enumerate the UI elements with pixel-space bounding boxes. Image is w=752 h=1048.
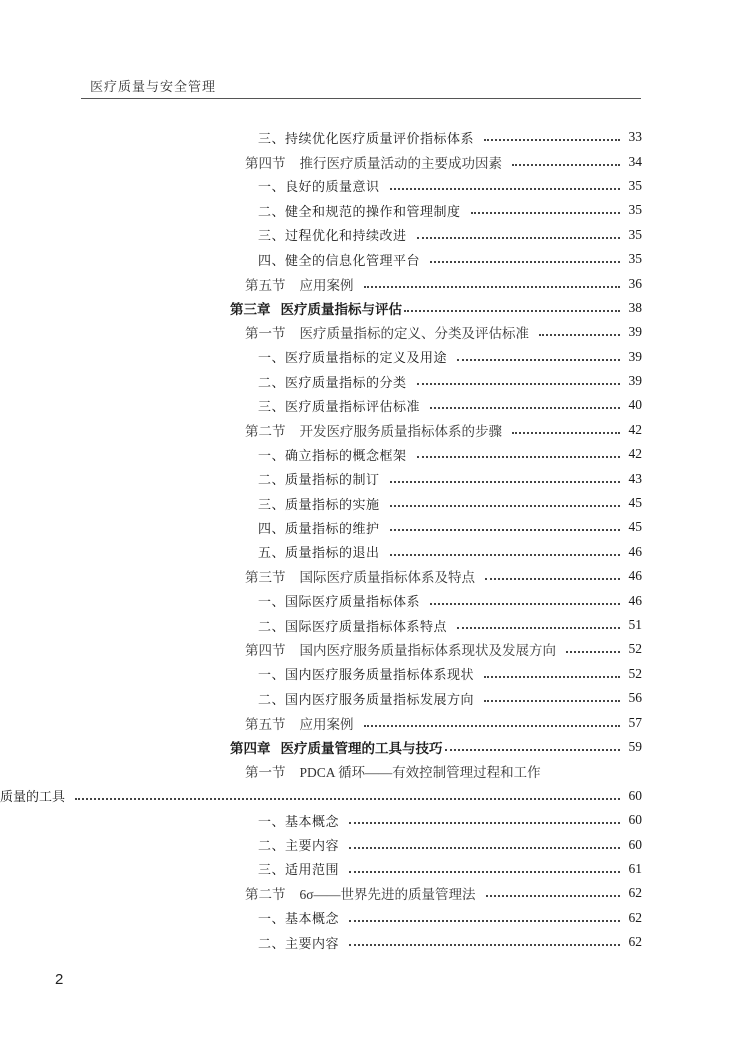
dot-leader [364, 286, 621, 288]
toc-page-number: 52 [628, 641, 642, 657]
toc-entry-text: 医疗质量指标的定义、分类及评估标准 [299, 326, 529, 342]
page-number: 2 [55, 971, 64, 988]
toc-entry-section[interactable] [0, 418, 752, 442]
toc-page-number: 51 [628, 617, 642, 632]
toc-page-number: 62 [628, 909, 642, 925]
toc-entry-label [258, 225, 407, 244]
toc-entry-label [258, 372, 407, 391]
dot-leader [430, 407, 620, 409]
toc-page-number: 35 [628, 226, 642, 242]
toc-entry-section[interactable] [0, 149, 752, 173]
toc-entry-item[interactable] [0, 491, 752, 515]
header-rule [81, 98, 641, 99]
toc-entry-label [245, 566, 475, 586]
toc-entry-label [258, 835, 339, 854]
dot-leader [484, 676, 620, 678]
toc-entry-item[interactable] [0, 857, 752, 881]
toc-entry-number: 第二节 [245, 423, 286, 439]
dot-leader [390, 188, 620, 190]
toc-entry-label [245, 274, 354, 294]
toc-entry-text: 一、医疗质量指标的定义及用途 [258, 351, 448, 367]
toc-entry-number: 第三章 [230, 301, 271, 317]
toc-entry-text: 三、适用范围 [258, 863, 340, 879]
toc-page-number: 61 [628, 860, 642, 876]
dot-leader [75, 798, 620, 800]
toc-entry-item[interactable] [0, 588, 752, 612]
toc-entry-label [230, 298, 402, 318]
dot-leader [539, 334, 620, 336]
toc-entry-text: 四、健全的信息化管理平台 [258, 253, 421, 269]
toc-page-number: 38 [628, 299, 642, 315]
toc-entry-number: 第四章 [230, 740, 271, 756]
toc-page-number: 57 [628, 714, 642, 730]
toc-entry-text: 二、主要内容 [258, 839, 340, 855]
toc-entry-text: 二、质量指标的制订 [258, 473, 380, 489]
toc-entry-item[interactable] [0, 125, 752, 149]
toc-page-number: 59 [628, 738, 642, 754]
toc-page-number: 39 [628, 373, 642, 389]
toc-entry-label [258, 933, 339, 952]
toc-entry-label [258, 689, 474, 708]
toc-entry-label [245, 883, 476, 903]
toc-entry-item[interactable] [0, 345, 752, 369]
toc-page-number: 42 [628, 421, 642, 437]
toc-entry-text: 三、医疗质量指标评估标准 [258, 399, 421, 415]
toc-entry-label [258, 494, 380, 513]
toc-entry-label [245, 761, 541, 781]
toc-entry-label [258, 542, 380, 561]
dot-leader [390, 505, 620, 507]
toc-page-number: 46 [628, 592, 642, 608]
toc-entry-label [258, 201, 461, 220]
toc-entry-section[interactable] [0, 564, 752, 588]
toc-entry-item[interactable] [0, 393, 752, 417]
toc-entry-label [230, 737, 443, 757]
toc-entry-label [258, 811, 339, 830]
toc-entry-text: 推行医疗质量活动的主要成功因素 [299, 155, 502, 171]
toc-page-number: 39 [628, 348, 642, 364]
dot-leader [349, 822, 620, 824]
toc-entry-label [245, 639, 556, 659]
toc-entry-cont[interactable] [0, 784, 752, 808]
toc-page-number: 60 [628, 787, 642, 803]
toc-entry-text: 三、持续优化医疗质量评价指标体系 [258, 131, 475, 147]
table-of-contents [0, 125, 752, 954]
toc-entry-item[interactable] [0, 662, 752, 686]
toc-entry-number: 第四节 [245, 643, 286, 659]
toc-page-number: 46 [628, 543, 642, 559]
toc-entry-text: 医疗质量管理的工具与技巧 [280, 740, 443, 756]
toc-entry-text: 四、质量指标的维护 [258, 521, 380, 537]
dot-leader [484, 700, 620, 702]
toc-entry-text: 二、国内医疗服务质量指标发展方向 [258, 692, 475, 708]
dot-leader [445, 749, 621, 751]
toc-entry-number: 第一节 [245, 765, 286, 781]
toc-entry-item[interactable] [0, 174, 752, 198]
toc-entry-item[interactable] [0, 540, 752, 564]
dot-leader [349, 920, 620, 922]
dot-leader [430, 261, 620, 263]
toc-entry-text: 一、国际医疗质量指标体系 [258, 595, 421, 611]
toc-entry-text: 医疗质量指标与评估 [280, 301, 402, 317]
toc-entry-text: 应用案例 [299, 277, 354, 293]
toc-entry-label [258, 664, 474, 683]
toc-entry-text: 二、健全和规范的操作和管理制度 [258, 204, 461, 220]
toc-entry-number: 第五节 [245, 716, 286, 732]
toc-page-number: 56 [628, 690, 642, 706]
toc-entry-section[interactable] [0, 881, 752, 905]
toc-entry-text: 质量的工具 [0, 790, 66, 806]
toc-entry-number: 第二节 [245, 887, 286, 903]
dot-leader [457, 627, 620, 629]
toc-page-number: 35 [628, 251, 642, 267]
toc-entry-label [258, 908, 339, 927]
toc-entry-number: 第五节 [245, 277, 286, 293]
toc-entry-text: 二、主要内容 [258, 936, 340, 952]
dot-leader [349, 944, 620, 946]
dot-leader [430, 603, 620, 605]
running-head-title: 医疗质量与安全管理 [90, 80, 217, 95]
dot-leader [512, 164, 620, 166]
toc-entry-text: 一、国内医疗服务质量指标体系现状 [258, 668, 475, 684]
toc-entry-item[interactable] [0, 832, 752, 856]
toc-entry-item[interactable] [0, 808, 752, 832]
toc-entry-text: 三、过程优化和持续改进 [258, 229, 407, 245]
dot-leader [390, 481, 620, 483]
dot-leader [390, 529, 620, 531]
toc-entry-text: 6σ——世界先进的质量管理法 [299, 887, 476, 903]
toc-page-number: 62 [628, 885, 642, 901]
toc-entry-label [258, 128, 474, 147]
dot-leader [417, 456, 620, 458]
toc-entry-text: 二、国际医疗质量指标体系特点 [258, 619, 448, 635]
toc-entry-item[interactable] [0, 613, 752, 637]
dot-leader [457, 359, 620, 361]
toc-page-number: 33 [628, 129, 642, 145]
toc-entry-label [258, 616, 447, 635]
toc-entry-item[interactable] [0, 906, 752, 930]
toc-entry-text: 一、良好的质量意识 [258, 180, 380, 196]
toc-entry-text: 一、确立指标的概念框架 [258, 448, 407, 464]
dot-leader [512, 432, 620, 434]
toc-entry-text: 应用案例 [299, 716, 354, 732]
toc-entry-text: 国际医疗质量指标体系及特点 [299, 570, 475, 586]
toc-entry-text: 国内医疗服务质量指标体系现状及发展方向 [299, 643, 556, 659]
toc-entry-item[interactable] [0, 223, 752, 247]
toc-entry-label [258, 176, 380, 195]
toc-entry-text: 二、医疗质量指标的分类 [258, 375, 407, 391]
toc-page-number: 36 [628, 275, 642, 291]
toc-entry-section[interactable] [0, 710, 752, 734]
toc-page-number: 40 [628, 397, 642, 413]
toc-page-number: 46 [628, 568, 642, 584]
toc-entry-label [258, 347, 447, 366]
toc-entry-item[interactable] [0, 466, 752, 490]
toc-page-number: 42 [628, 446, 642, 462]
toc-page-number: 62 [628, 934, 642, 950]
toc-entry-text: 开发医疗服务质量指标体系的步骤 [299, 423, 502, 439]
toc-page-number: 34 [628, 153, 642, 169]
toc-entry-text: PDCA 循环——有效控制管理过程和工作 [299, 765, 541, 781]
toc-entry-label [258, 518, 380, 537]
toc-entry-item[interactable] [0, 247, 752, 271]
dot-leader [484, 139, 620, 141]
toc-entry-item[interactable] [0, 369, 752, 393]
toc-entry-chapter[interactable] [0, 735, 752, 759]
toc-entry-label [245, 322, 529, 342]
toc-entry-section[interactable] [0, 637, 752, 661]
toc-entry-label [258, 591, 420, 610]
dot-leader [485, 578, 620, 580]
toc-page-number: 60 [628, 812, 642, 828]
dot-leader [417, 383, 620, 385]
toc-entry-label [0, 786, 65, 805]
toc-page-number: 35 [628, 177, 642, 193]
toc-entry-section[interactable] [0, 759, 752, 783]
dot-leader [404, 310, 620, 312]
toc-entry-item[interactable] [0, 198, 752, 222]
toc-page-number: 45 [628, 519, 642, 535]
dot-leader [364, 725, 621, 727]
toc-entry-label [258, 445, 407, 464]
toc-entry-label [245, 713, 354, 733]
toc-entry-label [258, 396, 420, 415]
toc-page-number: 35 [628, 202, 642, 218]
dot-leader [471, 212, 620, 214]
toc-entry-chapter[interactable] [0, 296, 752, 320]
toc-entry-number: 第四节 [245, 155, 286, 171]
toc-entry-item[interactable] [0, 442, 752, 466]
toc-entry-section[interactable] [0, 320, 752, 344]
dot-leader [390, 554, 620, 556]
toc-entry-label [258, 250, 420, 269]
dot-leader [349, 871, 620, 873]
toc-entry-text: 一、基本概念 [258, 912, 340, 928]
dot-leader [349, 847, 620, 849]
toc-entry-text: 三、质量指标的实施 [258, 497, 380, 513]
toc-entry-item[interactable] [0, 515, 752, 539]
toc-page-number: 60 [628, 836, 642, 852]
toc-page-number: 45 [628, 495, 642, 511]
toc-entry-item[interactable] [0, 930, 752, 954]
toc-entry-number: 第一节 [245, 326, 286, 342]
toc-page-number: 39 [628, 324, 642, 340]
toc-page-number: 52 [628, 665, 642, 681]
toc-entry-label [245, 420, 502, 440]
toc-entry-item[interactable] [0, 686, 752, 710]
toc-entry-label [258, 859, 339, 878]
toc-entry-label [245, 152, 502, 172]
toc-page-number: 43 [628, 470, 642, 486]
toc-entry-text: 一、基本概念 [258, 814, 340, 830]
toc-entry-section[interactable] [0, 271, 752, 295]
toc-entry-label [258, 469, 380, 488]
toc-entry-text: 五、质量指标的退出 [258, 546, 380, 562]
toc-entry-number: 第三节 [245, 570, 286, 586]
dot-leader [417, 237, 620, 239]
dot-leader [486, 895, 620, 897]
dot-leader [566, 651, 620, 653]
